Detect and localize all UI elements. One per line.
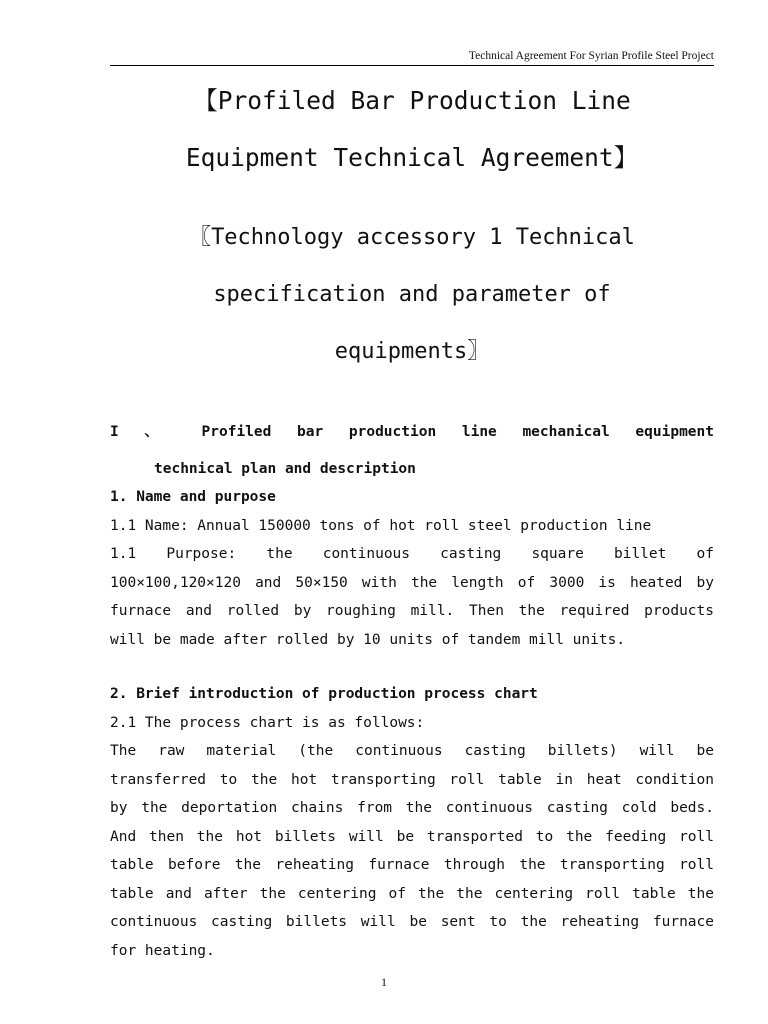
process-paragraph-line-3: by the deportation chains from the continuous casting cold beds. (110, 800, 714, 816)
page-header: Technical Agreement For Syrian Profile Steel Project (110, 50, 714, 66)
process-paragraph-line-2: transferred to the hot transporting roll table in heat condition (110, 771, 714, 788)
name-item: 1.1 Name: Annual 150000 tons of hot roll steel production line (110, 517, 652, 534)
process-paragraph-line-7: continuous casting billets will be sent to the reheating furnace (110, 914, 714, 930)
section-1 (110, 418, 714, 654)
section-2 (110, 680, 714, 965)
process-chart-item: 2.1 The process chart is as follows: (110, 714, 425, 731)
name-purpose-heading: 1. Name and purpose (110, 489, 276, 505)
purpose-line-1: 1.1 Purpose: the continuous casting square billet of (110, 546, 714, 562)
subtitle-line-2: specification and parameter of (213, 282, 611, 307)
process-paragraph-line-5: table before the reheating furnace through the transporting roll (110, 857, 714, 873)
section-1-heading-line-1: I 、 Profiled bar production line mechanical equipment (110, 424, 714, 440)
purpose-line-3: furnace and rolled by roughing mill. Then the required products (110, 603, 714, 619)
title-line-1: 【Profiled Bar Production Line (193, 86, 631, 115)
subtitle-line-1: 〖Technology accessory 1 Technical (189, 225, 635, 250)
document-subtitle (110, 209, 714, 380)
document-title (110, 72, 714, 186)
page-number: 1 (381, 975, 387, 989)
process-paragraph-line-1: The raw material (the continuous casting billets) will be (110, 743, 714, 759)
process-chart-heading: 2. Brief introduction of production process chart (110, 686, 538, 702)
purpose-line-4: will be made after rolled by 10 units of tandem mill units. (110, 631, 626, 648)
process-paragraph-line-8: for heating. (110, 942, 215, 959)
process-paragraph-line-4: And then the hot billets will be transported to the feeding roll (110, 828, 714, 845)
subtitle-line-3: equipments〗 (334, 339, 490, 364)
process-paragraph-line-6: table and after the centering of the the centering roll table the (110, 885, 714, 902)
section-1-heading-line-2: technical plan and description (154, 460, 416, 477)
title-line-2: Equipment Technical Agreement】 (185, 143, 639, 172)
purpose-line-2: 100×100,120×120 and 50×150 with the length of 3000 is heated by (110, 574, 714, 591)
